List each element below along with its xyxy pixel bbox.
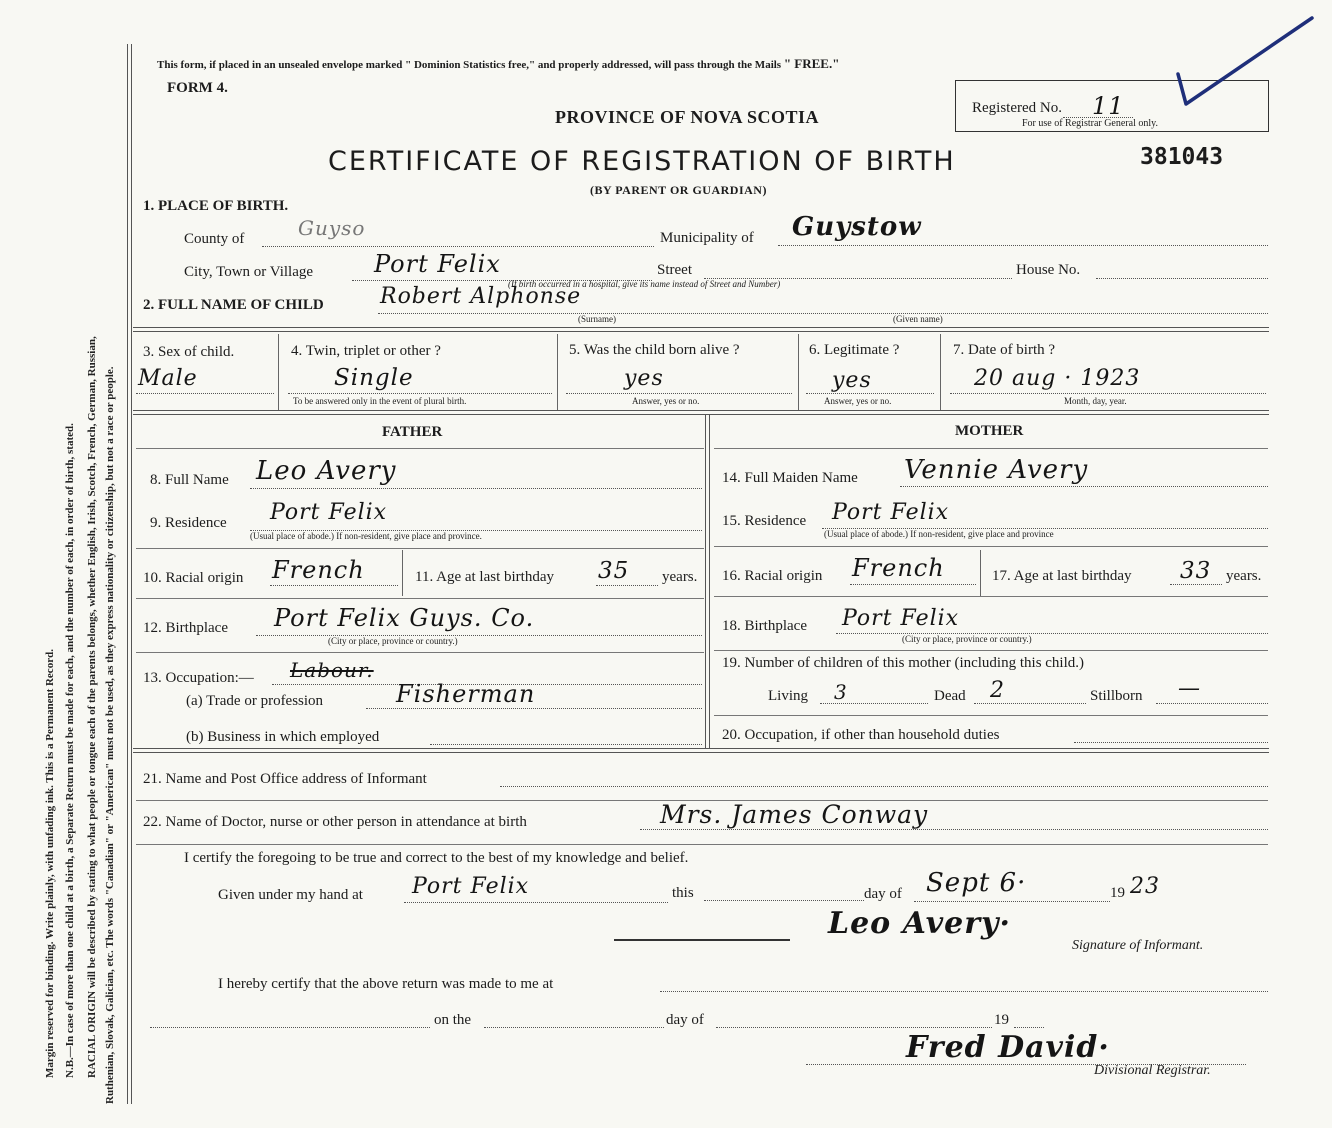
registrar-line xyxy=(150,1027,430,1028)
father-age-value: 35 xyxy=(598,558,630,584)
column-rule xyxy=(980,550,981,596)
child-name-line xyxy=(378,313,1268,314)
rule xyxy=(714,650,1268,651)
mother-residence-note: (Usual place of abode.) If non-resident, give place and province xyxy=(824,529,1054,539)
informant-signature-caption: Signature of Informant. xyxy=(1072,938,1204,953)
father-residence-label: 9. Residence xyxy=(150,515,227,531)
registrar-signature: Fred David· xyxy=(906,1030,1110,1065)
stillborn-value: — xyxy=(1178,676,1201,701)
house-label: House No. xyxy=(1016,262,1081,278)
stamp-number: 381043 xyxy=(1140,144,1224,170)
county-line xyxy=(262,246,654,247)
living-value: 3 xyxy=(834,680,848,704)
registrar-on-the-line xyxy=(484,1027,664,1028)
father-age-line xyxy=(596,585,658,586)
registrar-caption: Divisional Registrar. xyxy=(1094,1063,1211,1078)
signature-rule xyxy=(614,939,790,941)
rule xyxy=(714,546,1268,547)
child-name-value: Robert Alphonse xyxy=(380,284,582,309)
municipality-label: Municipality of xyxy=(660,230,754,246)
father-years-label: years. xyxy=(662,569,698,585)
father-birthplace-line xyxy=(256,635,702,636)
certificate-subtitle: (BY PARENT OR GUARDIAN) xyxy=(590,183,767,197)
column-divider xyxy=(705,414,710,748)
mother-race-label: 16. Racial origin xyxy=(722,568,823,584)
given-name-note: (Given name) xyxy=(893,314,943,324)
alive-label: 5. Was the child born alive ? xyxy=(569,342,740,358)
given-label: Given under my hand at xyxy=(218,887,363,903)
alive-line xyxy=(566,393,792,394)
column-rule xyxy=(557,334,558,410)
mother-birthplace-label: 18. Birthplace xyxy=(722,618,807,634)
divider xyxy=(133,410,1269,415)
registrar-statement: I hereby certify that the above return was made to me at xyxy=(218,976,554,992)
attendant-value: Mrs. James Conway xyxy=(660,800,929,829)
attendant-label: 22. Name of Doctor, nurse or other person in attendance at birth xyxy=(143,814,527,830)
this-label: this xyxy=(672,885,694,901)
divider xyxy=(133,748,1269,753)
dead-label: Dead xyxy=(934,688,966,704)
father-birthplace-label: 12. Birthplace xyxy=(143,620,228,636)
mother-race-line xyxy=(850,584,976,585)
trade-line xyxy=(366,708,702,709)
mother-occupation-label: 20. Occupation, if other than household duties xyxy=(722,727,1000,743)
father-residence-value: Port Felix xyxy=(270,500,388,525)
father-age-label: 11. Age at last birthday xyxy=(415,569,554,585)
given-place-line xyxy=(404,902,668,903)
mother-race-value: French xyxy=(852,554,945,582)
rule xyxy=(136,448,704,449)
rule xyxy=(714,448,1268,449)
this-line xyxy=(704,900,864,901)
father-name-label: 8. Full Name xyxy=(150,472,229,488)
mother-heading: MOTHER xyxy=(955,423,1024,439)
rule xyxy=(714,715,1268,716)
place-heading: 1. PLACE OF BIRTH. xyxy=(143,198,289,214)
year-value: 23 xyxy=(1130,874,1160,899)
business-line xyxy=(430,744,702,745)
mother-birthplace-line xyxy=(836,633,1268,634)
rule xyxy=(714,596,1268,597)
city-value: Port Felix xyxy=(374,250,501,278)
given-place-value: Port Felix xyxy=(412,874,530,899)
street-label: Street xyxy=(657,262,692,278)
county-label: County of xyxy=(184,231,245,247)
dead-line xyxy=(974,703,1086,704)
mother-residence-label: 15. Residence xyxy=(722,513,807,529)
rule xyxy=(136,548,704,549)
twin-label: 4. Twin, triplet or other ? xyxy=(291,343,441,359)
children-label: 19. Number of children of this mother (including this child.) xyxy=(722,655,1085,671)
city-label: City, Town or Village xyxy=(184,264,314,280)
year-prefix: 19 xyxy=(1110,885,1125,901)
legitimate-note: Answer, yes or no. xyxy=(824,396,892,406)
mother-name-value: Vennie Avery xyxy=(904,455,1089,485)
column-rule xyxy=(278,334,279,410)
certify-statement: I certify the foregoing to be true and correct to the best of my knowledge and belief. xyxy=(184,850,689,866)
certificate-title: CERTIFICATE OF REGISTRATION OF BIRTH xyxy=(328,146,956,177)
father-race-line xyxy=(270,585,398,586)
twin-note: To be answered only in the event of plural birth. xyxy=(293,396,467,406)
mother-age-value: 33 xyxy=(1180,558,1212,584)
father-birthplace-value: Port Felix Guys. Co. xyxy=(274,604,535,632)
sex-label: 3. Sex of child. xyxy=(143,344,235,360)
margin-note-nb: N.B.—In case of more than one child at a birth, a Separate Return must be made for each, and the number of each, in order of birth, stated. xyxy=(64,423,76,1078)
father-heading: FATHER xyxy=(382,424,443,440)
stillborn-line xyxy=(1156,703,1268,704)
business-label: (b) Business in which employed xyxy=(186,729,380,745)
alive-value: yes xyxy=(624,366,664,391)
mother-residence-value: Port Felix xyxy=(832,500,950,525)
day-of-line xyxy=(914,901,1110,902)
trade-value: Fisherman xyxy=(396,680,536,708)
surname-note: (Surname) xyxy=(578,314,616,324)
form-number: FORM 4. xyxy=(167,80,228,96)
twin-line xyxy=(288,393,552,394)
registrar-place-line xyxy=(660,991,1268,992)
mother-age-label: 17. Age at last birthday xyxy=(992,568,1132,584)
province-heading: PROVINCE OF NOVA SCOTIA xyxy=(555,107,820,127)
informant-label: 21. Name and Post Office address of Informant xyxy=(143,771,427,787)
registrar-year-line xyxy=(1014,1027,1044,1028)
dob-label: 7. Date of birth ? xyxy=(953,342,1056,358)
twin-value: Single xyxy=(334,365,414,391)
mother-age-line xyxy=(1170,584,1222,585)
binding-margin-rule xyxy=(127,44,132,1104)
mother-name-line xyxy=(900,486,1268,487)
checkmark-icon xyxy=(1170,12,1320,112)
living-label: Living xyxy=(768,688,808,704)
alive-note: Answer, yes or no. xyxy=(632,396,700,406)
registrar-year-prefix: 19 xyxy=(994,1012,1009,1028)
dob-note: Month, day, year. xyxy=(1064,396,1127,406)
child-name-label: 2. FULL NAME OF CHILD xyxy=(143,297,324,313)
informant-signature: Leo Avery· xyxy=(828,906,1011,941)
father-occupation-label: 13. Occupation:— xyxy=(143,670,254,686)
margin-note-racial-origin: RACIAL ORIGIN will be described by stating to what people or tongue each of the parents belongs, whether English, Irish, Scotch, French, German, Russian, xyxy=(86,336,98,1078)
legitimate-line xyxy=(806,393,934,394)
mother-birthplace-note: (City or place, province or country.) xyxy=(902,634,1032,644)
municipality-value: Guystow xyxy=(792,212,922,242)
column-rule xyxy=(940,334,941,410)
house-line xyxy=(1096,278,1268,279)
legitimate-label: 6. Legitimate ? xyxy=(809,342,900,358)
column-rule xyxy=(798,334,799,410)
municipality-line xyxy=(778,245,1268,246)
father-race-value: French xyxy=(272,556,365,584)
registrar-day-of: day of xyxy=(666,1012,704,1028)
rule xyxy=(136,652,704,653)
legitimate-value: yes xyxy=(832,368,872,393)
registrar-note: For use of Registrar General only. xyxy=(1022,118,1158,129)
father-residence-note: (Usual place of abode.) If non-resident, give place and province. xyxy=(250,531,482,541)
county-value: Guyso xyxy=(298,216,366,240)
father-birthplace-note: (City or place, province or country.) xyxy=(328,636,458,646)
rule xyxy=(136,598,704,599)
sex-line xyxy=(136,393,274,394)
mother-birthplace-value: Port Felix xyxy=(842,606,960,631)
trade-label: (a) Trade or profession xyxy=(186,693,324,709)
mother-years-label: years. xyxy=(1226,568,1262,584)
father-name-value: Leo Avery xyxy=(256,456,397,486)
dead-value: 2 xyxy=(990,678,1005,703)
mother-occupation-line xyxy=(1074,742,1268,743)
father-name-line xyxy=(250,488,702,489)
day-of-value: Sept 6· xyxy=(926,868,1027,898)
margin-note-racial-origin-cont: Ruthenian, Slovak, Galician, etc. The words "Canadian" or "American" must not be used, as they express nationality or citizenship, but not a race or people. xyxy=(104,366,116,1104)
rule xyxy=(136,844,1268,845)
informant-line xyxy=(500,786,1268,787)
mother-name-label: 14. Full Maiden Name xyxy=(722,470,858,486)
attendant-line xyxy=(640,829,1268,830)
dob-value: 20 aug · 1923 xyxy=(974,366,1141,391)
registrar-on-the: on the xyxy=(434,1012,472,1028)
registered-label: Registered No. xyxy=(972,100,1062,116)
dob-line xyxy=(950,393,1266,394)
registered-number: 11 xyxy=(1092,92,1125,120)
hospital-note: (If birth occurred in a hospital, give its name instead of Street and Number) xyxy=(508,279,781,289)
divider xyxy=(133,327,1269,332)
margin-note-binding: Margin reserved for binding. Write plainly, with unfading ink. This is a Permanent Record. xyxy=(44,649,56,1078)
stillborn-label: Stillborn xyxy=(1090,688,1143,704)
father-race-label: 10. Racial origin xyxy=(143,570,244,586)
sex-value: Male xyxy=(138,366,198,391)
father-occupation-struck: Labour. xyxy=(290,658,374,682)
registrar-day-line xyxy=(716,1027,992,1028)
column-rule xyxy=(402,550,403,596)
day-of-label: day of xyxy=(864,886,902,902)
mail-notice: This form, if placed in an unsealed envelope marked " Dominion Statistics free," and properly addressed, will pass through the Mails " FREE." xyxy=(157,56,840,71)
